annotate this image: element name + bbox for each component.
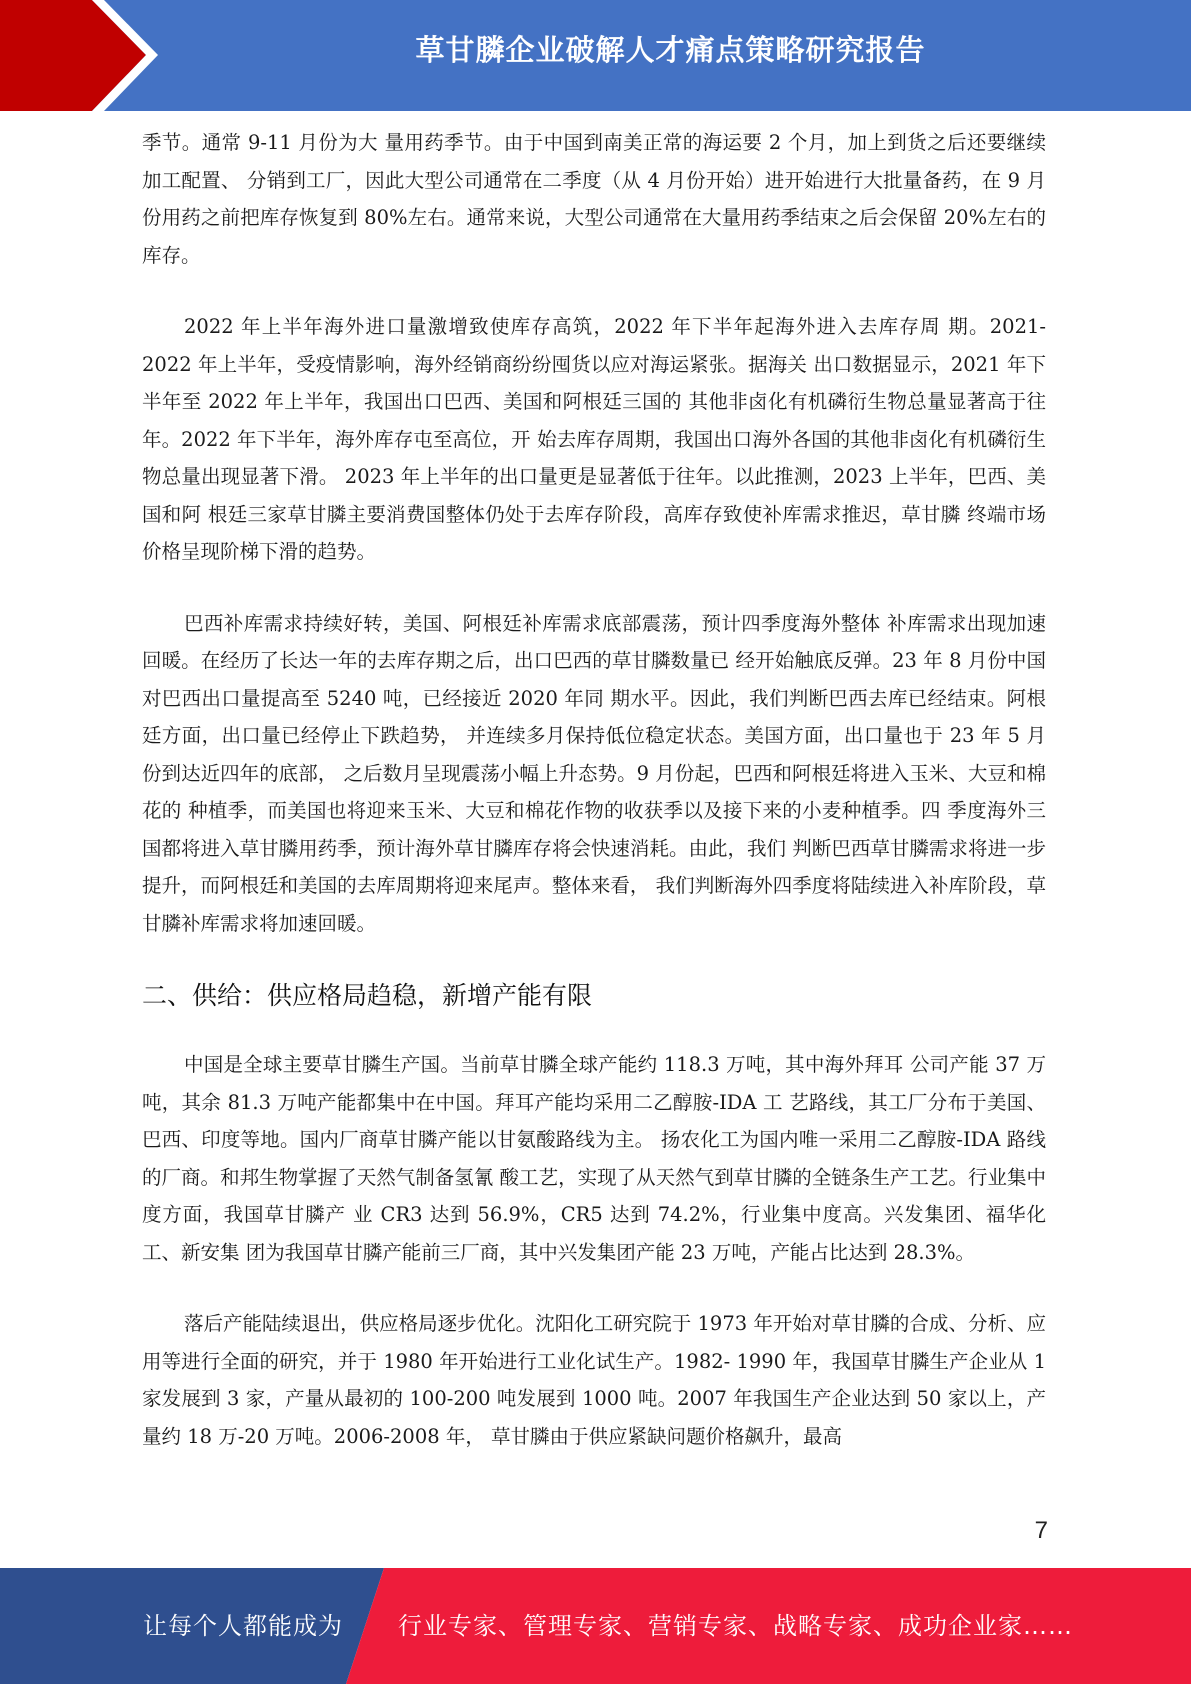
footer-banner: [0, 1568, 1191, 1684]
red-chevron-shape: [0, 0, 146, 111]
section-heading: 二、供给：供应格局趋稳，新增产能有限: [142, 981, 593, 1010]
paragraph-continuation: 季节。通常 9-11 月份为大 量用药季节。由于中国到南美正常的海运要 2 个月，加上到货之后还要继续加工配置、 分销到工厂，因此大型公司通常在二季度（从 4 月份开始）进开始进行大批量备药，在 9 月份用药之前把库存恢复到 80%左右。通常来说，大型公司通常在大量用药季结束之后会保留 20%左右的库存。: [142, 131, 1046, 267]
main-content: [142, 124, 1046, 1489]
paragraph-inventory-cycle: 2022 年上半年海外进口量激增致使库存高筑，2022 年下半年起海外进入去库存周 期。2021-2022 年上半年，受疫情影响，海外经销商纷纷囤货以应对海运紧张。据海关 出口数据显示，2021 年下半年至 2022 年上半年，我国出口巴西、美国和阿根廷三国的 其他非卤化有机磷衍生物总量显著高于往年。2022 年下半年，海外库存屯至高位，开 始去库存周期，我国出口海外各国的其他非卤化有机磷衍生物总量出现显著下滑。 2023 年上半年的出口量更是显著低于往年。以此推测，2023 上半年，巴西、美国和阿 根廷三家草甘膦主要消费国整体仍处于去库存阶段，高库存致使补库需求推迟，草甘膦 终端市场价格呈现阶梯下滑的趋势。: [142, 315, 1046, 563]
page-number: 7: [1034, 1517, 1048, 1544]
paragraph-capacity: 中国是全球主要草甘膦生产国。当前草甘膦全球产能约 118.3 万吨，其中海外拜耳 公司产能 37 万吨，其余 81.3 万吨产能都集中在中国。拜耳产能均采用二乙醇胺-IDA 工 艺路线，其工厂分布于美国、巴西、印度等地。国内厂商草甘膦产能以甘氨酸路线为主。 扬农化工为国内唯一采用二乙醇胺-IDA 路线的厂商。和邦生物掌握了天然气制备氢氰 酸工艺，实现了从天然气到草甘膦的全链条生产工艺。行业集中度方面，我国草甘膦产 业 CR3 达到 56.9%，CR5 达到 74.2%，行业集中度高。兴发集团、福华化工、新安集 团为我国草甘膦产能前三厂商，其中兴发集团产能 23 万吨，产能占比达到 28.3%。: [142, 1053, 1046, 1264]
header-banner: [0, 0, 1191, 111]
footer-slogan-left: 让每个人都能成为: [143, 1612, 343, 1640]
report-title: 草甘膦企业破解人才痛点策略研究报告: [415, 33, 926, 67]
paragraph-supply-history: 落后产能陆续退出，供应格局逐步优化。沈阳化工研究院于 1973 年开始对草甘膦的合成、分析、应用等进行全面的研究，并于 1980 年开始进行工业化试生产。1982- 1990 年，我国草甘膦生产企业从 1 家发展到 3 家，产量从最初的 100-200 吨发展到 1000 吨。2007 年我国生产企业达到 50 家以上，产量约 18 万-20 万吨。2006-2008 年， 草甘膦由于供应紧缺问题价格飙升，最高: [142, 1312, 1046, 1448]
footer-slogan-right: 行业专家、管理专家、营销专家、战略专家、成功企业家……: [398, 1612, 1073, 1640]
paragraph-restock-demand: 巴西补库需求持续好转，美国、阿根廷补库需求底部震荡，预计四季度海外整体 补库需求出现加速回暖。在经历了长达一年的去库存期之后，出口巴西的草甘膦数量已 经开始触底反弹。23 年 8 月份中国对巴西出口量提高至 5240 吨，已经接近 2020 年同 期水平。因此，我们判断巴西去库已经结束。阿根廷方面，出口量已经停止下跌趋势， 并连续多月保持低位稳定状态。美国方面，出口量也于 23 年 5 月份到达近四年的底部， 之后数月呈现震荡小幅上升态势。9 月份起，巴西和阿根廷将进入玉米、大豆和棉花的 种植季，而美国也将迎来玉米、大豆和棉花作物的收获季以及接下来的小麦种植季。四 季度海外三国都将进入草甘膦用药季，预计海外草甘膦库存将会快速消耗。由此，我们 判断巴西草甘膦需求将进一步提升，而阿根廷和美国的去库周期将迎来尾声。整体来看， 我们判断海外四季度将陆续进入补库阶段，草甘膦补库需求将加速回暖。: [142, 611, 1046, 935]
